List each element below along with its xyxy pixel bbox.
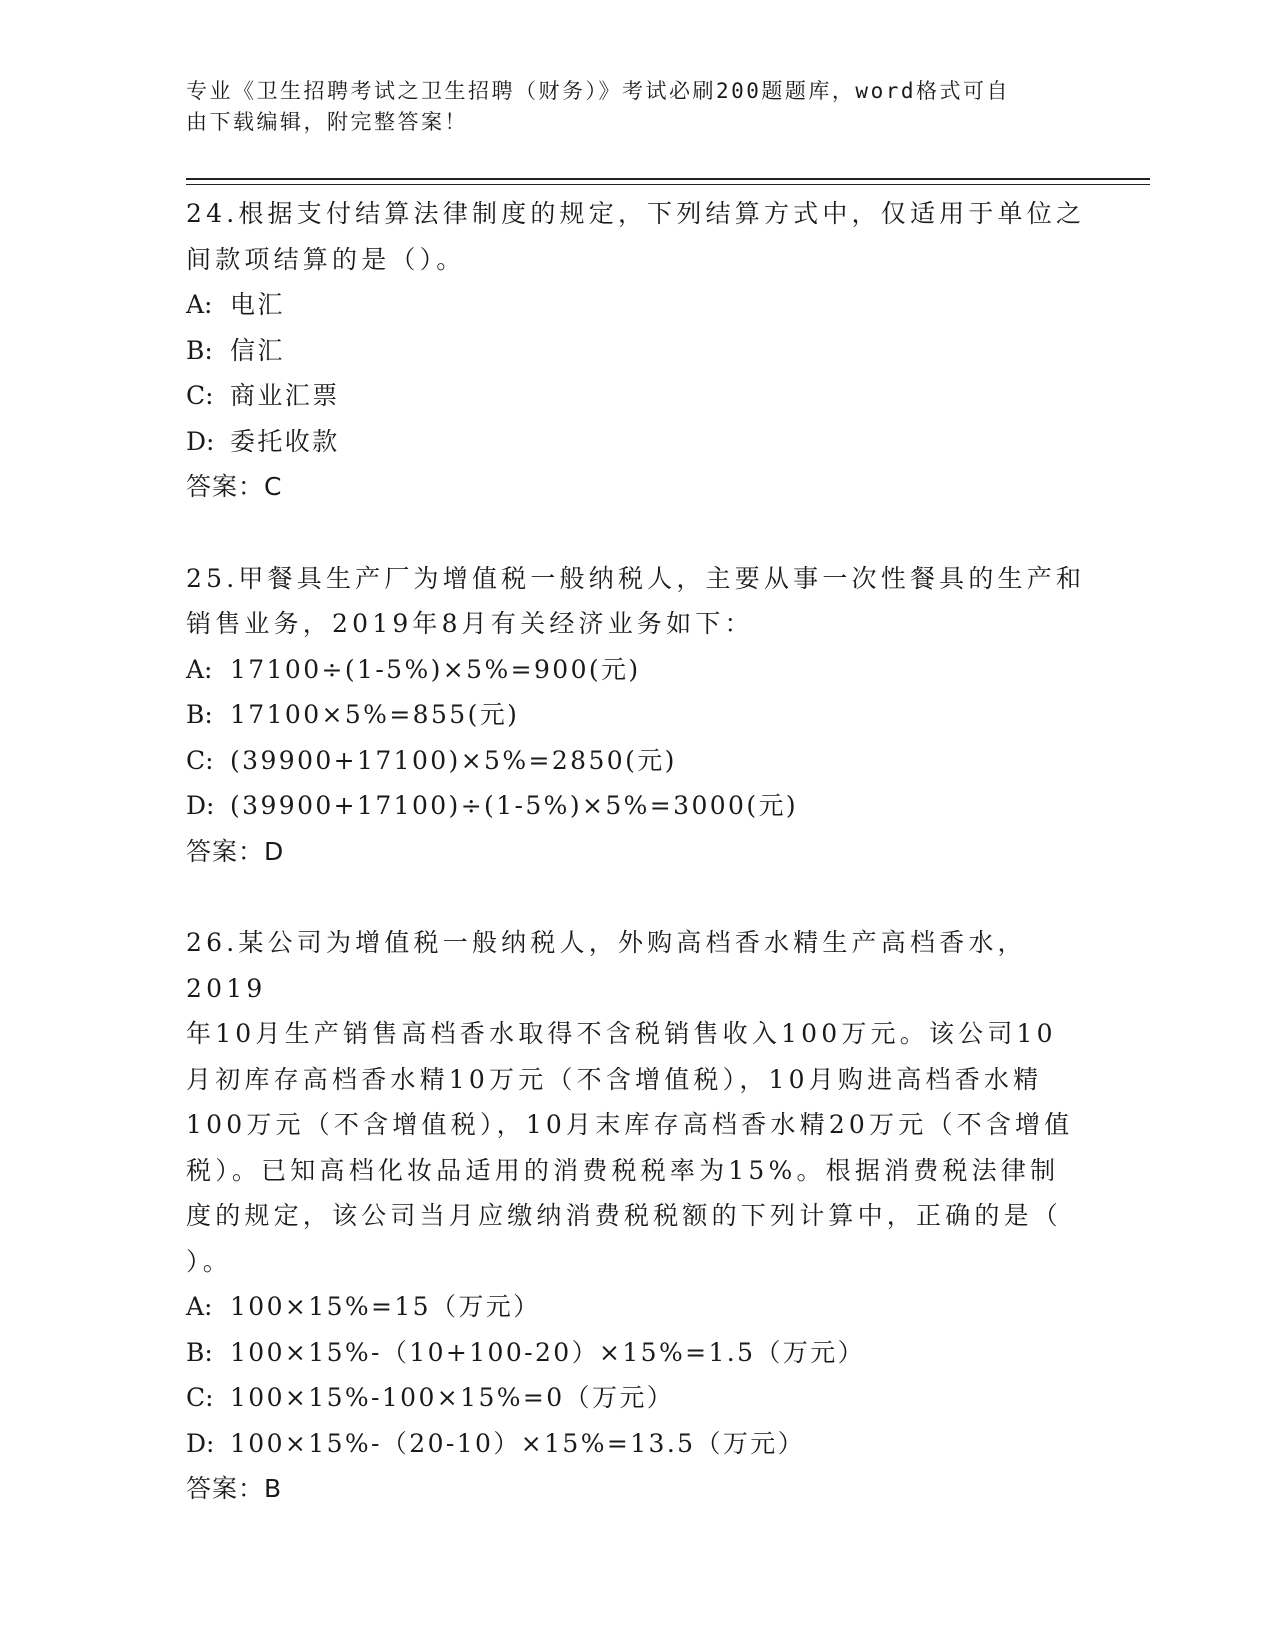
option-text: 100×15%-100×15%=0（万元） <box>230 1383 675 1412</box>
option-letter: C: <box>186 381 214 410</box>
option-c <box>186 1375 1106 1421</box>
option-c <box>186 738 1106 784</box>
option-text: 100×15%=15（万元） <box>230 1292 541 1321</box>
option-letter: B: <box>186 335 213 365</box>
option-letter: D: <box>186 1428 215 1458</box>
option-d <box>186 1421 1106 1467</box>
option-b <box>186 328 1106 374</box>
option-text: 委托收款 <box>230 426 340 456</box>
question-text-line: ）。 <box>186 1246 232 1276</box>
question-text-line: 税）。已知高档化妆品适用的消费税税率为15%。根据消费税法律制 <box>186 1155 1060 1185</box>
question-25 <box>186 556 1106 875</box>
header-line-2: 由下载编辑，附完整答案！ <box>186 110 468 134</box>
option-text: 商业汇票 <box>230 381 340 410</box>
question-text-line: 100万元（不含增值税），10月末库存高档香水精20万元（不含增值 <box>186 1110 1074 1139</box>
question-24 <box>186 191 1106 510</box>
option-text: 17100×5%=855(元) <box>230 700 520 729</box>
option-d <box>186 419 1106 465</box>
option-a <box>186 1284 1106 1330</box>
option-a <box>186 647 1106 693</box>
question-text-line: 24.根据支付结算法律制度的规定，下列结算方式中，仅适用于单位之 <box>186 199 1086 228</box>
option-text: 100×15%-（10+100-20）×15%=1.5（万元） <box>230 1337 866 1367</box>
question-26 <box>186 920 1106 1512</box>
option-letter: A: <box>186 1292 213 1321</box>
answer-26: 答案：B <box>186 1474 283 1503</box>
option-letter: A: <box>186 290 213 319</box>
option-d <box>186 783 1106 829</box>
question-text-line: 25.甲餐具生产厂为增值税一般纳税人，主要从事一次性餐具的生产和 <box>186 563 1086 593</box>
answer-25: 答案：D <box>186 836 285 866</box>
option-text: 17100÷(1-5%)×5%=900(元) <box>230 654 641 684</box>
question-text-line: 间款项结算的是（）。 <box>186 244 466 274</box>
question-text-line: 年10月生产销售高档香水取得不含税销售收入100万元。该公司10 <box>186 1019 1057 1048</box>
option-letter: A: <box>186 654 213 684</box>
option-letter: C: <box>186 745 214 775</box>
option-letter: D: <box>186 426 215 456</box>
option-a <box>186 282 1106 328</box>
option-b <box>186 692 1106 738</box>
option-text: 信汇 <box>230 335 285 365</box>
question-26-text <box>186 920 1106 1284</box>
question-text-line: 销售业务，2019年8月有关经济业务如下： <box>186 609 754 638</box>
answer-24: 答案：C <box>186 472 283 501</box>
option-text: (39900+17100)÷(1-5%)×5%=3000(元) <box>230 791 799 820</box>
question-spacer <box>186 874 1106 920</box>
option-text: 电汇 <box>230 290 285 319</box>
question-text-line: 月初库存高档香水精10万元（不含增值税），10月购进高档香水精 <box>186 1064 1043 1094</box>
question-25-text <box>186 556 1106 647</box>
header-divider-thin <box>186 184 1150 185</box>
option-c <box>186 373 1106 419</box>
option-letter: C: <box>186 1383 214 1412</box>
question-spacer <box>186 510 1106 556</box>
question-text-line: 26.某公司为增值税一般纳税人，外购高档香水精生产高档香水，2019 <box>186 928 1027 1003</box>
question-24-text <box>186 191 1106 282</box>
question-list <box>186 191 1106 1512</box>
option-letter: B: <box>186 700 213 729</box>
option-b <box>186 1330 1106 1376</box>
option-letter: B: <box>186 1337 213 1367</box>
question-text-line: 度的规定，该公司当月应缴纳消费税税额的下列计算中，正确的是（ <box>186 1201 1063 1230</box>
header-divider-thick <box>186 178 1150 180</box>
document-header <box>186 76 1086 138</box>
option-text: 100×15%-（20-10）×15%=13.5（万元） <box>230 1428 806 1458</box>
option-letter: D: <box>186 791 215 820</box>
header-line-1: 专业《卫生招聘考试之卫生招聘（财务）》考试必刷200题题库，word格式可自 <box>186 79 1010 103</box>
option-text: (39900+17100)×5%=2850(元) <box>230 745 677 775</box>
